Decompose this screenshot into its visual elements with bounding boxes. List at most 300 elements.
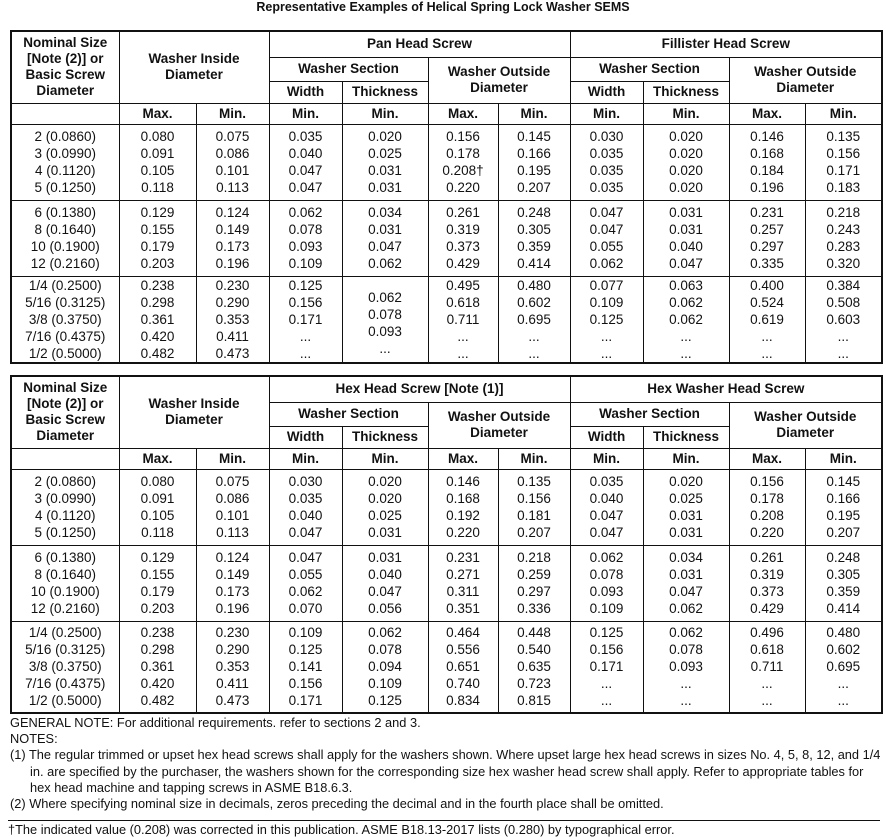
dimension-value: 0.149: [215, 222, 250, 237]
value-group-cell: [196, 200, 269, 276]
dimension-value: 0.030: [589, 129, 624, 144]
general-note: GENERAL NOTE: For additional requirements. refer to sections 2 and 3.: [10, 715, 421, 730]
dimension-value: 0.208†: [442, 163, 484, 178]
dimension-value: 0.078: [589, 567, 624, 582]
value-group-cell: [119, 124, 196, 200]
dimension-value: 0.141: [288, 659, 323, 675]
dimension-value: 0.047: [669, 256, 703, 271]
dimension-value: 0.035: [288, 491, 323, 506]
dimension-value: 0.135: [517, 474, 551, 489]
nominal-size-value: 4 (0.1120): [34, 508, 96, 523]
dimension-value: 0.335: [750, 256, 784, 271]
dimension-value: 0.480: [517, 277, 551, 293]
dimension-value: 0.035: [589, 163, 624, 178]
dimension-value: 0.125: [589, 625, 624, 641]
dimension-value: 0.359: [517, 239, 551, 254]
dimension-value: 0.740: [446, 676, 480, 692]
dimension-value: 0.618: [446, 294, 480, 310]
dimension-value: 0.207: [517, 180, 551, 195]
width-header: Width: [269, 81, 342, 103]
min-header: Min.: [570, 448, 643, 469]
dimension-value: 0.166: [826, 491, 861, 506]
value-group-cell: [643, 124, 729, 200]
dimension-value: ...: [680, 676, 692, 692]
value-group-cell: [342, 621, 428, 713]
dimension-value: 0.146: [750, 129, 784, 144]
dimension-value: 0.195: [517, 163, 551, 178]
dimension-value: 0.218: [517, 550, 551, 565]
dimension-value: 0.619: [750, 311, 784, 327]
dimension-value: ...: [837, 328, 849, 344]
note-2: (2) Where specifying nominal size in decimals, zeros preceding the decimal and in the fourth place shall be omitted.: [10, 796, 664, 812]
dimension-value: 0.031: [669, 525, 703, 540]
dimension-value: 0.020: [368, 129, 402, 144]
dimension-value: 0.231: [446, 550, 480, 565]
value-group-cell: [11, 545, 119, 621]
dimension-value: 0.208: [750, 508, 784, 523]
dimension-value: ...: [299, 345, 312, 361]
min-header: Min.: [269, 448, 342, 469]
value-group-cell: [196, 124, 269, 200]
dimension-value: 0.031: [368, 163, 402, 178]
dimension-value: 0.109: [589, 294, 624, 310]
dimension-value: 0.062: [368, 290, 402, 305]
dimension-value: 0.196: [215, 256, 250, 271]
dimension-value: 0.109: [288, 625, 323, 641]
value-group-cell: [428, 200, 498, 276]
dimension-value: 0.238: [140, 625, 175, 641]
nominal-size-value: 12 (0.2160): [30, 256, 100, 271]
dimension-value: 0.556: [446, 642, 480, 658]
dimension-value: 0.020: [368, 491, 402, 506]
max-header: Max.: [729, 448, 805, 469]
dimension-value: 0.203: [140, 256, 175, 271]
value-group-cell: [342, 276, 428, 363]
nominal-size-value: 8 (0.1640): [34, 567, 97, 582]
dimension-value: 0.020: [669, 474, 703, 489]
dimension-value: 0.361: [140, 311, 175, 327]
dimension-value: 0.173: [215, 239, 250, 254]
dimension-value: ...: [299, 328, 312, 344]
dimension-value: 0.373: [750, 584, 784, 599]
dimension-value: 0.030: [288, 474, 323, 489]
dimension-value: 0.411: [216, 676, 249, 692]
dimension-value: 0.711: [750, 659, 784, 675]
dimension-value: 0.078: [669, 642, 703, 658]
dimension-value: 0.248: [826, 550, 861, 565]
nominal-size-value: 1/2 (0.5000): [28, 693, 102, 709]
nominal-size-value: 7/16 (0.4375): [25, 328, 106, 344]
dimension-value: 0.105: [140, 163, 175, 178]
dimension-value: 0.062: [368, 256, 402, 271]
value-group-cell: [805, 545, 882, 621]
dimension-value: 0.034: [368, 205, 402, 220]
dimension-value: 0.101: [215, 163, 250, 178]
value-group-cell: [119, 200, 196, 276]
dimension-value: 0.184: [750, 163, 784, 178]
washer-inside-diameter-header: Washer Inside Diameter: [119, 31, 269, 103]
dimension-value: 0.031: [669, 567, 703, 582]
dimension-value: 0.305: [826, 567, 861, 582]
nominal-size-value: 10 (0.1900): [30, 239, 100, 254]
nominal-size-value: 1/4 (0.2500): [28, 625, 102, 641]
min-header: Min.: [342, 103, 428, 124]
min-header: Min.: [196, 448, 269, 469]
dimension-value: 0.353: [215, 311, 250, 327]
dimension-value: ...: [837, 345, 849, 361]
dimension-value: 0.118: [141, 180, 174, 195]
value-group-cell: [498, 469, 570, 545]
dimension-value: 0.056: [368, 601, 402, 616]
dimension-value: 0.062: [288, 584, 323, 599]
footnote: †The indicated value (0.208) was corrected in this publication. ASME B18.13-2017 lists (0.280) by typographical error.: [8, 820, 880, 837]
dimension-value: 0.135: [826, 129, 861, 144]
dimension-value: ...: [837, 676, 849, 692]
dimension-value: 0.020: [368, 474, 402, 489]
dimension-value: 0.101: [215, 508, 250, 523]
screw-group-a-header: Pan Head Screw: [269, 31, 570, 57]
dimension-value: 0.063: [669, 277, 703, 293]
dimension-value: 0.373: [446, 239, 480, 254]
dimension-value: 0.618: [750, 642, 784, 658]
dimension-value: 0.070: [288, 601, 323, 616]
dimension-value: 0.218: [826, 205, 861, 220]
dimension-value: 0.040: [669, 239, 703, 254]
value-group-cell: [570, 621, 643, 713]
dimension-value: 0.086: [215, 491, 250, 506]
dimension-value: 0.047: [589, 525, 624, 540]
nominal-size-value: 5 (0.1250): [34, 525, 97, 540]
value-group-cell: [269, 621, 342, 713]
dimension-value: 0.414: [826, 601, 861, 616]
dimension-value: 0.336: [517, 601, 551, 616]
dimension-value: 0.220: [446, 525, 480, 540]
dimension-value: 0.173: [215, 584, 250, 599]
nominal-size-value: 6 (0.1380): [34, 550, 97, 565]
dimension-value: 0.602: [517, 294, 551, 310]
value-group-cell: [119, 469, 196, 545]
dimension-value: 0.035: [288, 129, 323, 144]
dimension-value: 0.178: [446, 146, 480, 161]
dimension-value: 0.411: [216, 328, 249, 344]
dimension-value: 0.495: [446, 277, 480, 293]
value-group-cell: [805, 469, 882, 545]
dimension-value: 0.168: [750, 146, 784, 161]
dimension-value: 0.129: [140, 205, 175, 220]
dimension-value: ...: [761, 676, 773, 692]
value-group-cell: [729, 469, 805, 545]
dimension-value: 0.125: [368, 693, 402, 709]
dimension-value: ...: [457, 328, 469, 344]
dimension-value: ...: [600, 676, 613, 692]
value-group-cell: [570, 276, 643, 363]
dimension-value: 0.196: [215, 601, 250, 616]
dimension-value: 0.602: [826, 642, 861, 658]
value-group-cell: [643, 276, 729, 363]
dimension-value: 0.047: [589, 205, 624, 220]
dimension-value: 0.429: [750, 601, 784, 616]
dimension-value: 0.109: [589, 601, 624, 616]
min-header: Min.: [269, 103, 342, 124]
dimension-value: 0.171: [826, 163, 861, 178]
dimension-value: 0.020: [669, 129, 703, 144]
value-group-cell: [342, 469, 428, 545]
dimension-value: 0.020: [669, 180, 703, 195]
dimension-value: 0.031: [368, 180, 402, 195]
dimension-value: 0.145: [517, 129, 551, 144]
value-group-cell: [269, 545, 342, 621]
blank-cell: [11, 103, 119, 124]
value-group-cell: [805, 621, 882, 713]
dimension-value: ...: [761, 345, 773, 361]
dimension-value: 0.231: [750, 205, 784, 220]
dimension-value: 0.290: [215, 642, 250, 658]
value-group-cell: [729, 124, 805, 200]
value-group-cell: [428, 621, 498, 713]
dimension-value: 0.651: [446, 659, 480, 675]
dimension-value: 0.031: [368, 525, 402, 540]
dimension-value: 0.156: [589, 642, 624, 658]
note-1: (1) The regular trimmed or upset hex head screws shall apply for the washers shown. Where upset large hex head screws in sizes No. 4, 5, 8, 12, and 1/4 in. are specified by the purchaser, the washers shown for the corresponding size hex washer head screw shall apply. Refer to appropriate tables for hex head machine and tapping screws in ASME B18.6.3.: [10, 747, 881, 795]
dimension-value: 0.078: [368, 642, 402, 658]
dimension-value: 0.040: [589, 491, 624, 506]
dimension-value: 0.078: [368, 307, 402, 322]
dimension-value: 0.113: [216, 180, 249, 195]
dimension-value: 0.031: [368, 222, 402, 237]
value-group-cell: [643, 545, 729, 621]
dimension-value: 0.025: [368, 508, 402, 523]
dimension-value: 0.361: [140, 659, 175, 675]
dimension-value: 0.480: [826, 625, 861, 641]
dimension-value: 0.034: [669, 550, 703, 565]
dimension-value: 0.155: [140, 567, 175, 582]
value-group-cell: [643, 469, 729, 545]
dimension-value: 0.156: [288, 294, 323, 310]
washer-outside-diameter-header: Washer Outside Diameter: [729, 57, 882, 103]
dimension-value: 0.603: [826, 311, 861, 327]
dimension-value: 0.077: [589, 277, 624, 293]
dimension-value: ...: [528, 345, 540, 361]
dimension-value: 0.283: [826, 239, 861, 254]
dimension-value: 0.464: [446, 625, 480, 641]
dimension-value: 0.091: [140, 146, 175, 161]
dimension-value: 0.815: [517, 693, 551, 709]
value-group-cell: [196, 276, 269, 363]
dimension-value: 0.181: [517, 508, 551, 523]
dimension-value: 0.171: [589, 659, 624, 675]
value-group-cell: [498, 124, 570, 200]
min-header: Min.: [805, 103, 882, 124]
nominal-size-value: 3/8 (0.3750): [28, 311, 102, 327]
dimension-value: 0.113: [216, 525, 249, 540]
dimension-value: 0.020: [669, 146, 703, 161]
dimension-value: 0.047: [669, 584, 703, 599]
dimension-value: 0.055: [589, 239, 624, 254]
dimension-value: 0.035: [589, 474, 624, 489]
dimension-value: 0.146: [446, 474, 480, 489]
dimension-value: 0.178: [750, 491, 784, 506]
dimension-value: 0.238: [140, 277, 175, 293]
dimension-value: 0.319: [446, 222, 480, 237]
dimension-value: 0.125: [288, 277, 323, 293]
dimension-value: 0.080: [140, 474, 175, 489]
dimension-value: ...: [680, 693, 692, 709]
dimension-value: 0.086: [215, 146, 250, 161]
blank-cell: [11, 448, 119, 469]
dimension-value: 0.047: [368, 239, 402, 254]
value-group-cell: [11, 621, 119, 713]
dimension-value: 0.248: [517, 205, 551, 220]
dimension-value: 0.635: [517, 659, 551, 675]
nominal-size-value: 3 (0.0990): [34, 146, 97, 161]
dimension-value: 0.062: [669, 294, 703, 310]
dimension-value: 0.062: [669, 311, 703, 327]
value-group-cell: [342, 545, 428, 621]
dimension-value: 0.031: [669, 508, 703, 523]
dimension-value: 0.062: [669, 625, 703, 641]
notes-section: [10, 715, 882, 812]
dimension-value: 0.047: [288, 525, 323, 540]
value-group-cell: [269, 124, 342, 200]
min-header: Min.: [342, 448, 428, 469]
dimension-value: 0.473: [215, 345, 250, 361]
value-group-cell: [428, 545, 498, 621]
width-header: Width: [570, 426, 643, 448]
dimension-value: 0.196: [750, 180, 784, 195]
dimension-value: 0.166: [517, 146, 551, 161]
dimension-value: 0.040: [368, 567, 402, 582]
nominal-size-header: Nominal Size [Note (2)] or Basic Screw Diameter: [11, 31, 119, 103]
dimension-value: 0.020: [669, 163, 703, 178]
dimension-value: 0.062: [669, 601, 703, 616]
dimension-value: 0.207: [517, 525, 551, 540]
thickness-header: Thickness: [643, 426, 729, 448]
dimension-value: 0.207: [826, 525, 861, 540]
value-group-cell: [570, 200, 643, 276]
dimension-value: 0.156: [288, 676, 323, 692]
dimension-value: 0.093: [589, 584, 624, 599]
dimension-value: 0.062: [288, 205, 323, 220]
dimension-value: 0.168: [446, 491, 480, 506]
dimension-value: 0.448: [517, 625, 551, 641]
dimension-value: 0.094: [368, 659, 402, 675]
dimension-value: 0.145: [826, 474, 861, 489]
dimension-value: 0.319: [750, 567, 784, 582]
max-header: Max.: [119, 448, 196, 469]
screw-group-b-header: Hex Washer Head Screw: [570, 376, 882, 402]
dimension-value: 0.723: [517, 676, 551, 692]
thickness-header: Thickness: [643, 81, 729, 103]
dimension-value: 0.171: [288, 693, 323, 709]
max-header: Max.: [119, 103, 196, 124]
dimension-value: 0.305: [517, 222, 551, 237]
dimension-value: 0.075: [215, 474, 250, 489]
dimension-value: 0.062: [368, 625, 402, 641]
min-header: Min.: [805, 448, 882, 469]
nominal-size-value: 8 (0.1640): [34, 222, 97, 237]
value-group-cell: [805, 124, 882, 200]
washer-section-header: Washer Section: [570, 402, 729, 426]
dimension-value: 0.220: [446, 180, 480, 195]
dimension-value: 0.311: [446, 584, 480, 599]
dimension-value: 0.384: [826, 277, 861, 293]
value-group-cell: [196, 545, 269, 621]
value-group-cell: [196, 621, 269, 713]
dimension-value: ...: [680, 345, 692, 361]
value-group-cell: [643, 200, 729, 276]
dimension-value: 0.230: [215, 625, 250, 641]
dimension-value: 0.047: [288, 180, 323, 195]
dimension-value: 0.047: [589, 222, 624, 237]
dimension-value: 0.155: [140, 222, 175, 237]
page-title: Representative Examples of Helical Spring Lock Washer SEMS: [256, 0, 630, 14]
min-header: Min.: [643, 448, 729, 469]
dimension-value: 0.259: [517, 567, 551, 582]
dimension-value: 0.400: [750, 277, 784, 293]
dimension-value: 0.203: [140, 601, 175, 616]
dimension-value: 0.261: [750, 550, 784, 565]
dimension-value: 0.540: [517, 642, 551, 658]
value-group-cell: [428, 124, 498, 200]
dimension-value: 0.496: [750, 625, 784, 641]
screw-group-a-header: Hex Head Screw [Note (1)]: [269, 376, 570, 402]
dimension-value: ...: [528, 328, 540, 344]
dimension-value: 0.047: [288, 163, 323, 178]
dimension-value: 0.171: [288, 311, 323, 327]
dimension-value: 0.179: [140, 584, 175, 599]
dimension-value: 0.124: [215, 205, 250, 220]
dimension-value: 0.109: [368, 676, 402, 692]
max-header: Max.: [428, 448, 498, 469]
dimension-value: 0.093: [288, 239, 323, 254]
dimension-value: ...: [379, 341, 391, 356]
dimension-value: 0.351: [446, 601, 480, 616]
dimension-value: 0.695: [517, 311, 551, 327]
dimension-value: 0.129: [140, 550, 175, 565]
dimension-value: 0.220: [750, 525, 784, 540]
dimension-value: 0.075: [215, 129, 250, 144]
washer-outside-diameter-header: Washer Outside Diameter: [729, 402, 882, 448]
dimension-value: 0.261: [446, 205, 480, 220]
dimension-value: 0.473: [215, 693, 250, 709]
dimension-value: 0.353: [215, 659, 250, 675]
dimension-value: ...: [761, 693, 773, 709]
value-group-cell: [196, 469, 269, 545]
dimension-value: 0.080: [140, 129, 175, 144]
dimension-value: 0.195: [826, 508, 861, 523]
value-group-cell: [11, 469, 119, 545]
dimension-value: 0.420: [140, 676, 175, 692]
dimension-value: 0.156: [750, 474, 784, 489]
nominal-size-value: 5 (0.1250): [34, 180, 97, 195]
dimension-value: 0.320: [826, 256, 861, 271]
pan-fillister-table: [10, 30, 883, 364]
nominal-size-value: 2 (0.0860): [34, 129, 97, 144]
value-group-cell: [805, 276, 882, 363]
dimension-value: 0.230: [215, 277, 250, 293]
dimension-value: 0.118: [141, 525, 174, 540]
value-group-cell: [729, 200, 805, 276]
washer-section-header: Washer Section: [269, 402, 428, 426]
value-group-cell: [729, 621, 805, 713]
value-group-cell: [342, 200, 428, 276]
dimension-value: 0.192: [446, 508, 480, 523]
dimension-value: ...: [600, 345, 613, 361]
value-group-cell: [11, 200, 119, 276]
dimension-value: 0.482: [140, 693, 175, 709]
dimension-value: 0.093: [669, 659, 703, 675]
value-group-cell: [428, 276, 498, 363]
